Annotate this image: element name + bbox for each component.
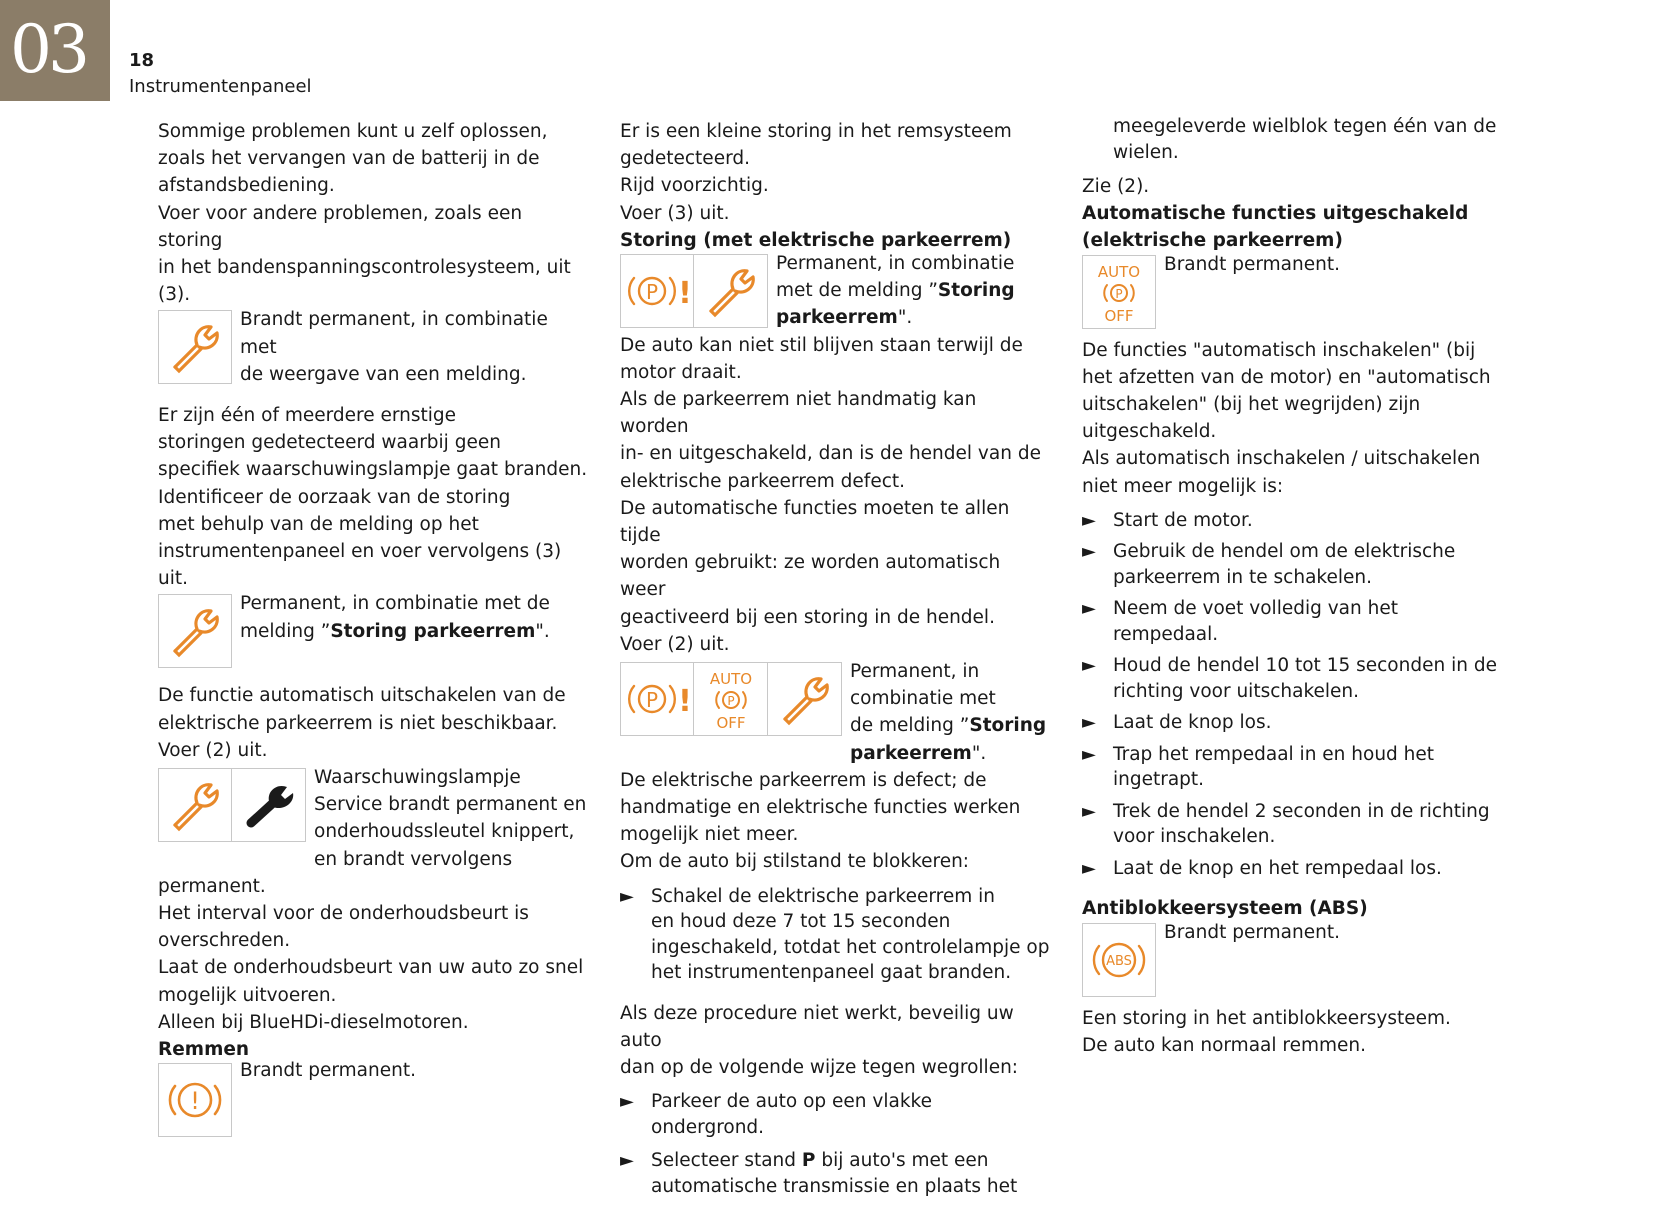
bullet-arrow-icon: ► (1082, 598, 1096, 620)
bullet-arrow-icon: ► (1082, 541, 1096, 563)
bullet-arrow-icon: ► (620, 1091, 634, 1113)
wrench-icon (158, 310, 232, 384)
wrench-icon (694, 254, 768, 328)
epb-auto-fault-text: Permanent, in combinatie met de melding ”Storing parkeerrem". (850, 661, 1047, 764)
auto-off-text: Brandt permanent. (1164, 253, 1340, 275)
column-2: Er is een kleine storing in het remsysteem gedetecteerd. Rijd voorzichtig. Voer (3) uit. Storing (met elektrische parkeerrem) P ! Permanent, in combinatie met de melding ”Storing parkeerrem". De auto kan niet stil blijven staan terwijl de motor draait. Als de parkeerrem niet handmatig kan worden in- en uitgeschakeld, dan is de hendel van de elektrische parkeerrem defect. De automatische functies moeten te allen tijde worden gebruikt: ze worden automatisch weer geactiveerd bij een storing in de hendel. Voer (2) uit. P ! AUTO P OFF Permanent, in combinatie met de melding ”Storing parkeerrem". De elektrische parkeerrem is defect; de handmatige en elektrische functies werken mogelijk niet meer. Om de auto bij stilstand te blokkeren: ► Schakel de elektrische parkeerrem in en houd deze 7 tot 15 seconden ingeschakeld, totdat het controlelampje op het instrumentenpaneel gaat branden. Als deze procedure niet werkt, beveilig uw auto dan op de volgende wijze tegen wegrollen: ► Parkeer de auto op een vlakke ondergrond. ► Selecteer stand P bij auto's met een automatische transmissie en plaats het (620, 118, 1050, 1205)
abs-icon (1082, 923, 1156, 997)
text-line: Voer voor andere problemen, zoals een storing (158, 202, 523, 251)
text-line: afstandsbediening. (158, 175, 335, 197)
bullet-arrow-icon: ► (1082, 655, 1096, 677)
parking-brake-fault-icon (620, 662, 694, 736)
svg-text:OFF: OFF (715, 714, 746, 733)
list-item: ► Start de motor. (1082, 508, 1502, 534)
text-line: Sommige problemen kunt u zelf oplossen, (158, 121, 548, 142)
epb-heading: Storing (met elektrische parkeerrem) (620, 229, 1012, 251)
list-item: ► Houd de hendel 10 tot 15 seconden in de richting voor uitschakelen. (1082, 653, 1502, 704)
bullet-arrow-icon: ► (1082, 712, 1096, 734)
service-text: Waarschuwingslampje Service brandt permanent en onderhoudssleutel knippert, en brandt vervolgens (314, 767, 587, 870)
list-item: ► Trek de hendel 2 seconden in de richting voor inschakelen. (1082, 799, 1502, 850)
section-title: Instrumentenpaneel (129, 76, 312, 97)
epb-fault-text: Permanent, in combinatie met de melding ”Storing parkeerrem". (776, 253, 1015, 329)
chapter-tab (0, 0, 110, 101)
auto-off-icon (1082, 255, 1156, 329)
brakes-text: Brandt permanent. (240, 1060, 416, 1082)
bullet-arrow-icon: ► (620, 1150, 634, 1172)
parking-brake-fault-icon (620, 254, 694, 328)
list-item: ► Selecteer stand P bij auto's met een automatische transmissie en plaats het (620, 1148, 1050, 1199)
list-item: ► Schakel de elektrische parkeerrem in en houd deze 7 tot 15 seconden ingeschakeld, totdat het controlelampje op het instrumentenpaneel gaat branden. (620, 884, 1050, 986)
bullet-arrow-icon: ► (620, 885, 634, 907)
wrench-parking-row (158, 594, 588, 668)
svg-text:P: P (1115, 286, 1123, 301)
abs-heading: Antiblokkeersysteem (ABS) (1082, 898, 1368, 920)
abs-row (1082, 923, 1502, 997)
text-line: zoals het vervangen van de batterij in de (158, 148, 540, 170)
epb-auto-fault-row (620, 662, 1050, 767)
svg-text:!: ! (678, 276, 692, 312)
epb-fault-row (620, 254, 1050, 332)
text-line: (3). (158, 284, 191, 306)
svg-text:P: P (645, 280, 659, 305)
service-row (158, 768, 588, 873)
svg-text:ABS: ABS (1106, 953, 1132, 969)
abs-text: Brandt permanent. (1164, 921, 1340, 943)
text-line: in het bandenspanningscontrolesysteem, uit (158, 257, 571, 279)
svg-text:AUTO: AUTO (709, 670, 752, 689)
wrench-icon (158, 594, 232, 668)
wrench-warning-row (158, 310, 588, 388)
page-number: 18 (129, 50, 155, 71)
svg-text:!: ! (678, 684, 692, 720)
svg-text:P: P (726, 694, 735, 709)
brake-warning-icon (158, 1063, 232, 1137)
svg-text:P: P (645, 688, 659, 713)
list-item: ► Parkeer de auto op een vlakke ondergrond. (620, 1089, 1050, 1140)
brakes-heading: Remmen (158, 1039, 250, 1061)
list-item: ► Trap het rempedaal in en houd het ingetrapt. (1082, 742, 1502, 793)
svg-text:!: ! (190, 1087, 200, 1116)
wrench-parking-text: Permanent, in combinatie met de melding ”Storing parkeerrem". (240, 593, 550, 642)
svg-text:AUTO: AUTO (1097, 262, 1141, 281)
list-item: ► Gebruik de hendel om de elektrische parkeerrem in te schakelen. (1082, 539, 1502, 590)
list-item: ► Neem de voet volledig van het rempedaal. (1082, 596, 1502, 647)
list-item: ► Laat de knop en het rempedaal los. (1082, 856, 1502, 882)
wrench-warning-text: Brandt permanent, in combinatie met de weergave van een melding. (240, 309, 548, 385)
svg-text:OFF: OFF (1104, 306, 1134, 325)
chapter-number: 03 (10, 11, 86, 88)
wrench-icon (158, 768, 232, 842)
auto-heading: Automatische functies uitgeschakeld (1082, 203, 1469, 225)
bullet-arrow-icon: ► (1082, 800, 1096, 822)
column-1: Sommige problemen kunt u zelf oplossen, zoals het vervangen van de batterij in de afstandsbediening. Voer voor andere problemen, zoals een storing in het bandenspanningscontrolesysteem, uit (3). Brandt permanent, in combinatie met de weergave van een melding. Er zijn één of meerdere ernstige storingen gedetecteerd waarbij geen specifiek waarschuwingslampje gaat branden. Identificeer de oorzaak van de storing met behulp van de melding op het instrumentenpaneel en voer vervolgens (3) uit. Permanent, in combinatie met de melding ”Storing parkeerrem". De functie automatisch uitschakelen van de elektrische parkeerrem is niet beschikbaar. Voer (2) uit. Waarschuwingslampje Service brandt permanent en onderhoudssleutel knippert, en brandt vervolgens permanent. Het interval voor de onderhoudsbeurt is overschreden. Laat de onderhoudsbeurt van uw auto zo snel mogelijk uitvoeren. Alleen bij BlueHDi-dieselmotoren. Remmen ! Brandt permanent. (158, 118, 588, 1137)
bullet-arrow-icon: ► (1082, 857, 1096, 879)
bullet-arrow-icon: ► (1082, 509, 1096, 531)
column-3: meegeleverde wielblok tegen één van de wielen. Zie (2). Automatische functies uitgeschakeld (elektrische parkeerrem) AUTO P OFF Brandt permanent. De functies "automatisch inschakelen" (bij het afzetten van de motor) en "automatisch uitschakelen" (bij het wegrijden) zijn uitgeschakeld. Als automatisch inschakelen / uitschakelen niet meer mogelijk is: ► Start de motor. ► Gebruik de hendel om de elektrische parkeerrem in te schakelen. ► Neem de voet volledig van het rempedaal. ► Houd de hendel 10 tot 15 seconden in de richting voor uitschakelen. ► Laat de knop los. ► Trap het rempedaal in en houd het ingetrapt. ► Trek de hendel 2 seconden in de richting voor inschakelen. ► Laat de knop en het rempedaal los. Antiblokkeersysteem (ABS) ABS Brandt permanent. Een storing in het antiblokkeersysteem. De auto kan normaal remmen. (1082, 114, 1502, 1059)
brakes-row (158, 1060, 588, 1137)
bullet-arrow-icon: ► (1082, 743, 1096, 765)
wrench-icon (768, 662, 842, 736)
service-wrench-icon (232, 768, 306, 842)
list-item: ► Laat de knop los. (1082, 710, 1502, 736)
auto-off-row (1082, 255, 1502, 329)
auto-off-icon (694, 662, 768, 736)
